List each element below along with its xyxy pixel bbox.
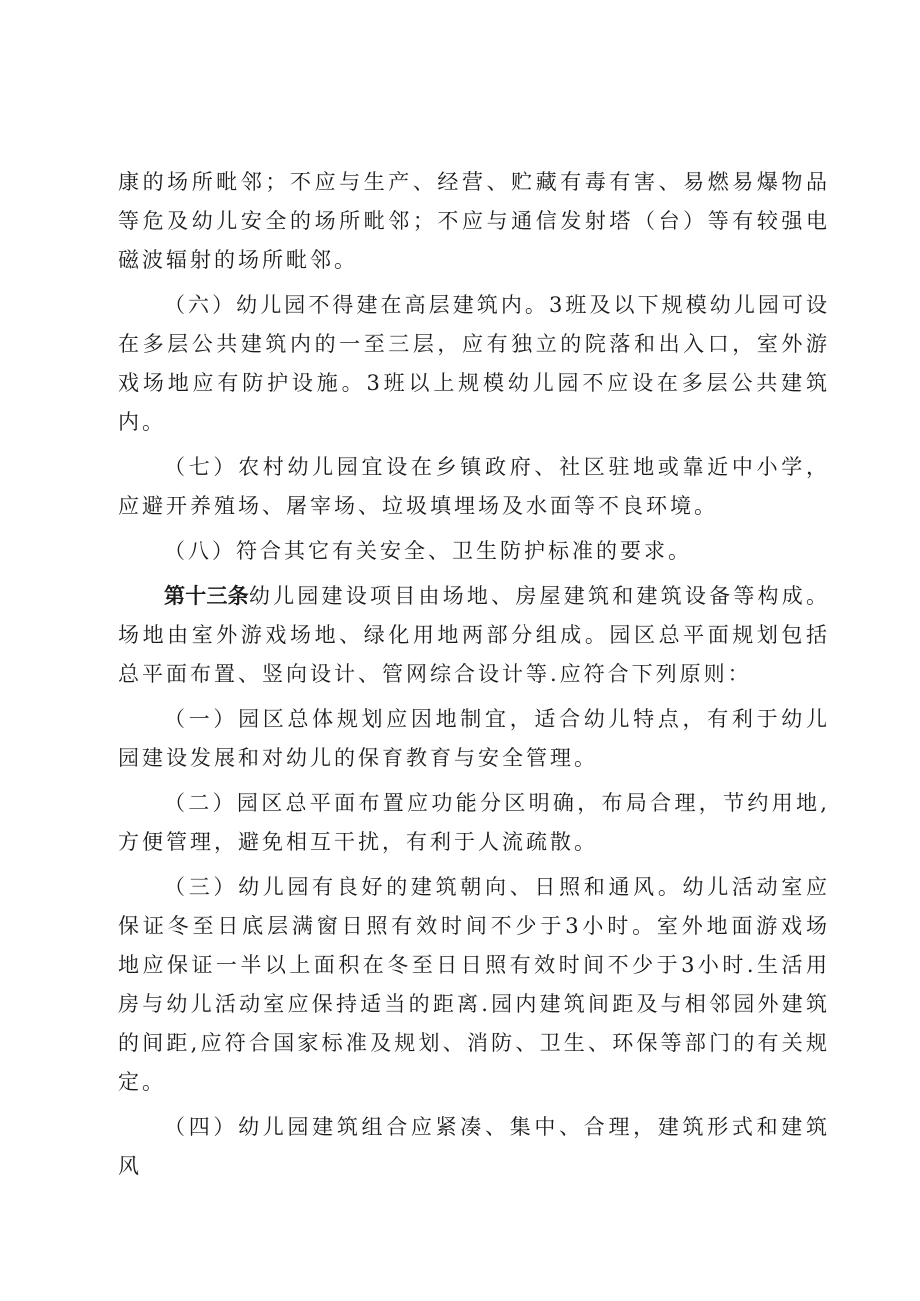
paragraph-principle-2: （二）园区总平面布置应功能分区明确，布局合理，节约用地,方便管理，避免相互干扰，有利于人流疏散。 (118, 791, 830, 854)
paragraph-item-8: （八）符合其它有关安全、卫生防护标准的要求。 (164, 539, 692, 563)
paragraph-principle-4: （四）幼儿园建筑组合应紧凑、集中、合理，建筑形式和建筑风 (118, 1115, 830, 1178)
paragraph-article-13 (118, 577, 830, 694)
paragraph-principle-3: （三）幼儿园有良好的建筑朝向、日照和通风。幼儿活动室应保证冬至日底层满窗日照有效时间不少于3小时。室外地面游戏场地应保证一半以上面积在冬至日日照有效时间不少于3小时.生活用房与幼儿活动室应保持适当的距离.园内建筑间距及与相邻园外建筑的间距,应符合国家标准及规划、消防、卫生、环保等部门的有关规定。 (118, 875, 830, 1094)
article-number: 第十三条 (164, 584, 249, 608)
paragraph-principle-1: （一）园区总体规划应因地制宜，适合幼儿特点，有利于幼儿园建设发展和对幼儿的保育教育与安全管理。 (118, 707, 830, 770)
document-body (118, 163, 830, 1192)
article-13-text: 幼儿园建设项目由场地、房屋建筑和建筑设备等构成。场地由室外游戏场地、绿化用地两部分组成。园区总平面规划包括总平面布置、竖向设计、管网综合设计等.应符合下列原则： (118, 584, 830, 686)
paragraph-item-6: （六）幼儿园不得建在高层建筑内。3班及以下规模幼儿园可设在多层公共建筑内的一至三层，应有独立的院落和出入口，室外游戏场地应有防护设施。3班以上规模幼儿园不应设在多层公共建筑内。 (118, 293, 830, 434)
paragraph-continuation: 康的场所毗邻；不应与生产、经营、贮藏有毒有害、易燃易爆物品等危及幼儿安全的场所毗邻；不应与通信发射塔（台）等有较强电磁波辐射的场所毗邻。 (118, 170, 830, 272)
paragraph-item-7: （七）农村幼儿园宜设在乡镇政府、社区驻地或靠近中小学，应避开养殖场、屠宰场、垃圾填埋场及水面等不良环境。 (118, 455, 830, 518)
